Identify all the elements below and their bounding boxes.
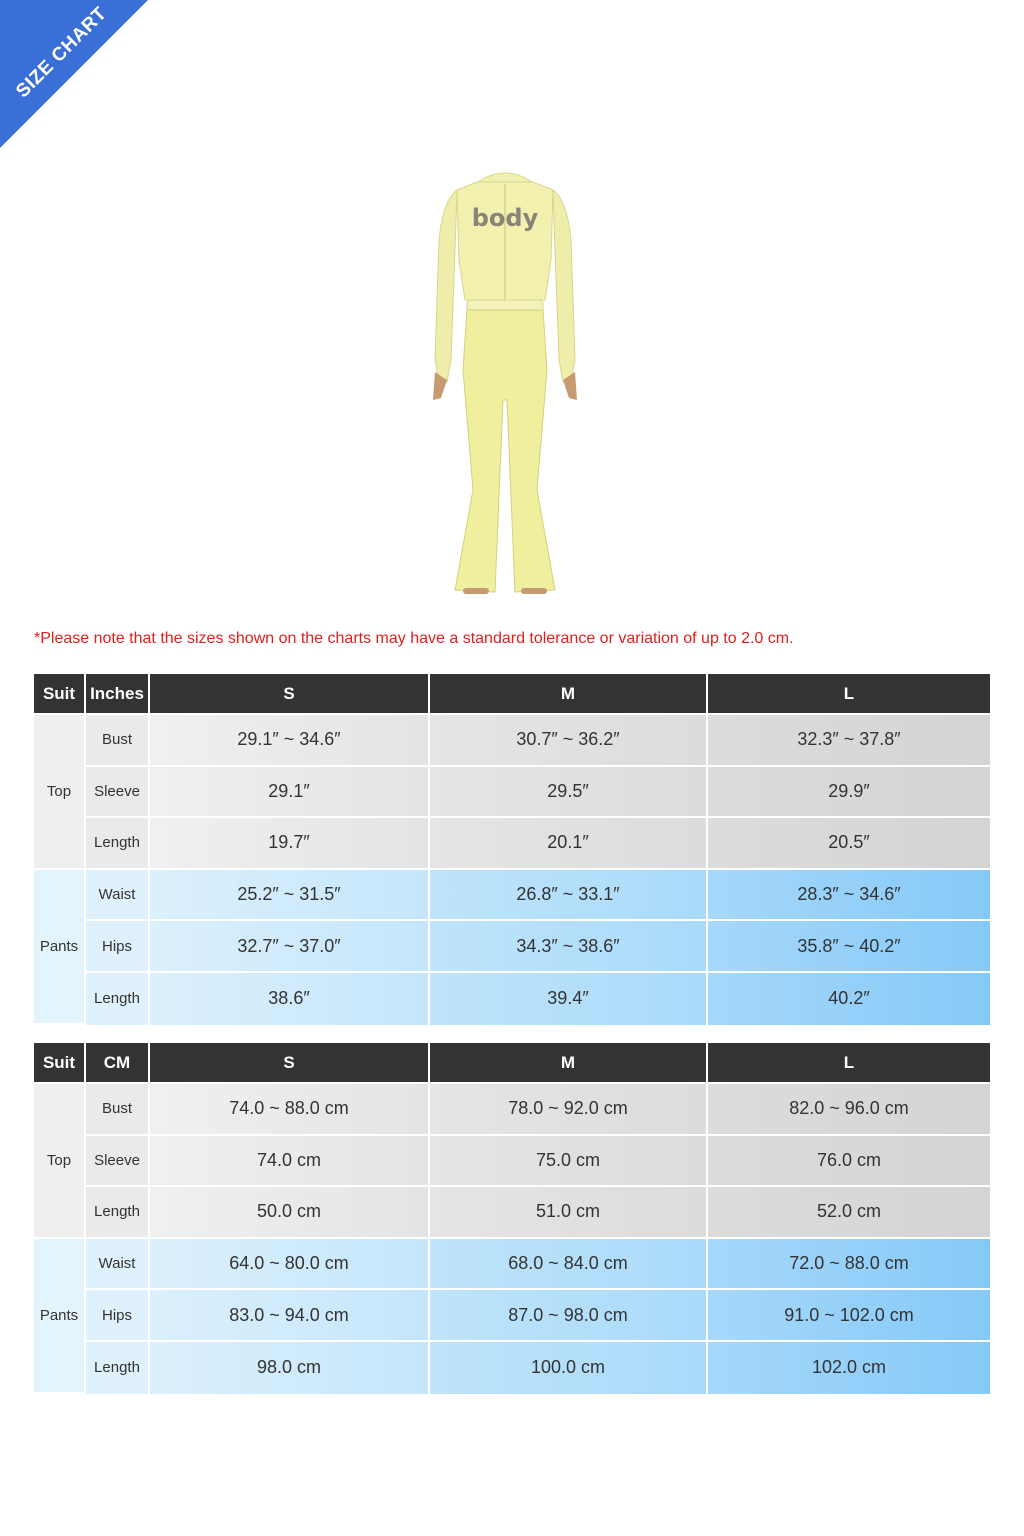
measure-label: Length (86, 1342, 150, 1394)
header-suit: Suit (34, 1043, 86, 1084)
size-value: 83.0 ~ 94.0 cm (150, 1290, 430, 1342)
size-value: 29.5″ (430, 767, 708, 819)
group-label-pants: Pants (34, 870, 86, 1025)
size-value: 34.3″ ~ 38.6″ (430, 921, 708, 973)
header-size-s: S (150, 674, 430, 715)
size-value: 52.0 cm (708, 1187, 990, 1239)
table-row (34, 1342, 990, 1394)
header-size-l: L (708, 1043, 990, 1084)
measure-label: Hips (86, 921, 150, 973)
group-label-pants: Pants (34, 1239, 86, 1394)
product-image (405, 160, 605, 600)
size-value: 35.8″ ~ 40.2″ (708, 921, 990, 973)
size-value: 38.6″ (150, 973, 430, 1025)
measure-label: Bust (86, 715, 150, 767)
size-value: 78.0 ~ 92.0 cm (430, 1084, 708, 1136)
size-value: 30.7″ ~ 36.2″ (430, 715, 708, 767)
size-value: 100.0 cm (430, 1342, 708, 1394)
banner-triangle (0, 0, 148, 148)
size-value: 19.7″ (150, 818, 430, 870)
measure-label: Waist (86, 870, 150, 922)
size-chart-banner (0, 0, 150, 150)
table-row (34, 818, 990, 870)
table-row (34, 1187, 990, 1239)
size-value: 91.0 ~ 102.0 cm (708, 1290, 990, 1342)
measure-label: Sleeve (86, 767, 150, 819)
size-value: 51.0 cm (430, 1187, 708, 1239)
measure-label: Bust (86, 1084, 150, 1136)
size-value: 40.2″ (708, 973, 990, 1025)
table-row (34, 1136, 990, 1188)
size-value: 64.0 ~ 80.0 cm (150, 1239, 430, 1291)
measure-label: Waist (86, 1239, 150, 1291)
size-value: 87.0 ~ 98.0 cm (430, 1290, 708, 1342)
size-value: 20.5″ (708, 818, 990, 870)
size-value: 98.0 cm (150, 1342, 430, 1394)
size-value: 102.0 cm (708, 1342, 990, 1394)
size-value: 32.7″ ~ 37.0″ (150, 921, 430, 973)
banner-label: SIZE CHART (12, 3, 112, 103)
header-size-m: M (430, 1043, 708, 1084)
header-unit: CM (86, 1043, 150, 1084)
print-text: body (471, 204, 539, 232)
size-value: 76.0 cm (708, 1136, 990, 1188)
measure-label: Sleeve (86, 1136, 150, 1188)
size-value: 74.0 ~ 88.0 cm (150, 1084, 430, 1136)
size-value: 72.0 ~ 88.0 cm (708, 1239, 990, 1291)
header-size-s: S (150, 1043, 430, 1084)
size-value: 68.0 ~ 84.0 cm (430, 1239, 708, 1291)
group-label-top: Top (34, 1084, 86, 1239)
measure-label: Length (86, 818, 150, 870)
group-label-top: Top (34, 715, 86, 870)
header-size-l: L (708, 674, 990, 715)
size-value: 20.1″ (430, 818, 708, 870)
header-unit: Inches (86, 674, 150, 715)
size-value: 28.3″ ~ 34.6″ (708, 870, 990, 922)
size-value: 82.0 ~ 96.0 cm (708, 1084, 990, 1136)
measure-label: Length (86, 973, 150, 1025)
size-value: 29.1″ ~ 34.6″ (150, 715, 430, 767)
size-value: 29.1″ (150, 767, 430, 819)
table-row (34, 1084, 990, 1136)
size-value: 39.4″ (430, 973, 708, 1025)
size-value: 29.9″ (708, 767, 990, 819)
size-value: 50.0 cm (150, 1187, 430, 1239)
measure-label: Hips (86, 1290, 150, 1342)
size-value: 75.0 cm (430, 1136, 708, 1188)
table-row (34, 973, 990, 1025)
table-row (34, 921, 990, 973)
table-row (34, 1290, 990, 1342)
cm-size-table (34, 1043, 990, 1394)
size-value: 32.3″ ~ 37.8″ (708, 715, 990, 767)
table-row (34, 767, 990, 819)
measure-label: Length (86, 1187, 150, 1239)
size-value: 26.8″ ~ 33.1″ (430, 870, 708, 922)
table-row (34, 1239, 990, 1291)
table-row (34, 870, 990, 922)
size-value: 25.2″ ~ 31.5″ (150, 870, 430, 922)
tolerance-note: *Please note that the sizes shown on the charts may have a standard tolerance or variation of up to 2.0 cm. (34, 630, 794, 647)
size-value: 74.0 cm (150, 1136, 430, 1188)
header-size-m: M (430, 674, 708, 715)
table-row (34, 715, 990, 767)
header-suit: Suit (34, 674, 86, 715)
inches-size-table (34, 674, 990, 1025)
